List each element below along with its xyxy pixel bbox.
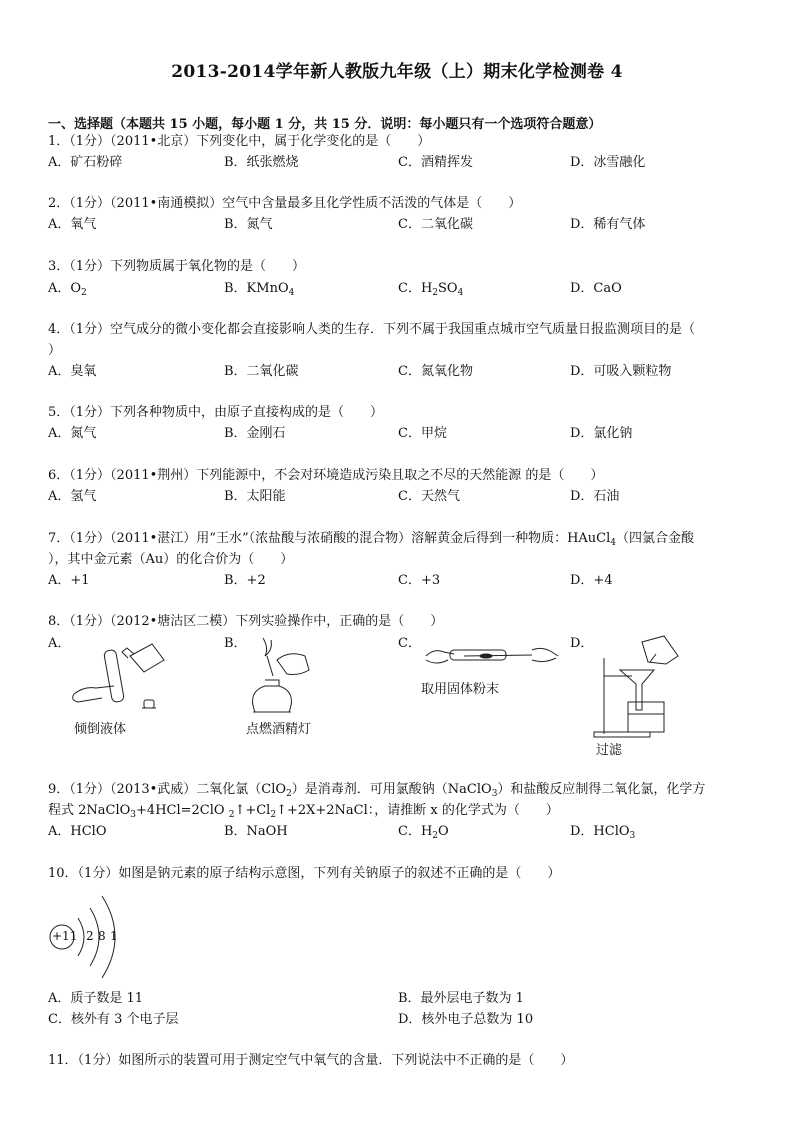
q1-option-c: C．酒精挥发 [398,155,473,170]
question-11-stem: 11．（1分）如图所示的装置可用于测定空气中氧气的含量．下列说法中不正确的是（ ） [48,1053,574,1068]
question-9-stem: 9．（1分）（2013•武威）二氧化氯（ClO$_2$）是消毒剂．可用氯酸钠（NaClO$_3$）和盐酸反应制得二氧化氯，化学方 [48,782,706,799]
question-7-stem-cont: ），其中金元素（Au）的化合价为（ ） [48,552,294,567]
shell-1-arc [78,918,84,956]
question-4-stem-cont: ） [48,343,62,358]
question-5-stem: 5．（1分）下列各种物质中，由原子直接构成的是（ ） [48,405,384,420]
q5-option-c: C．甲烷 [398,426,447,441]
alcohol-lamp-illustration [245,634,315,714]
filtration-illustration [590,634,700,738]
q1-option-b: B．纸张燃烧 [224,155,299,170]
question-10-stem: 10．（1分）如图是钠元素的原子结构示意图，下列有关钠原子的叙述不正确的是（ ） [48,866,561,881]
q7-option-c: C．+3 [398,573,441,588]
solid-powder-illustration [420,636,560,676]
q9-option-c: C．$H_2O$ [398,824,449,841]
question-4-stem: 4．（1分）空气成分的微小变化都会直接影响人类的生存．下列不属于我国重点城市空气质量日报监测项目的是（ [48,322,696,337]
question-3-stem: 3．（1分）下列物质属于氧化物的是（ ） [48,259,306,274]
q5-option-b: B．金刚石 [224,426,286,441]
q8-option-d: D． [570,636,594,651]
q3-option-b: B．KMnO$_4$ [224,281,295,298]
q2-option-c: C．二氧化碳 [398,217,473,232]
q9-option-a: A．HClO [48,824,107,839]
question-7-stem: 7．（1分）（2011•湛江）用“王水”（浓盐酸与浓硝酸的混合物）溶解黄金后得到一种物质：HAuCl$_4$（四氯合金酸 [48,531,695,548]
shell-2-electrons: 8 [98,929,106,943]
q6-option-d: D．石油 [570,489,620,504]
question-6-stem: 6．（1分）（2011•荆州）下列能源中，不会对环境造成污染且取之不尽的天然能源 的是（ ） [48,468,604,483]
q10-option-a: A．质子数是 11 [48,991,144,1006]
q4-option-c: C．氮氧化物 [398,364,473,379]
q2-option-d: D．稀有气体 [570,217,646,232]
q6-option-c: C．天然气 [398,489,460,504]
q2-option-a: A．氧气 [48,217,97,232]
caption-pouring-liquid: 倾倒液体 [74,722,127,737]
q7-option-a: A．+1 [48,573,90,588]
q10-option-d: D．核外电子总数为 10 [398,1012,534,1027]
q6-option-b: B．太阳能 [224,489,286,504]
shell-3-electrons: 1 [110,929,118,943]
q6-option-a: A．氢气 [48,489,97,504]
q8-option-c: C． [398,636,421,651]
q4-option-b: B．二氧化碳 [224,364,299,379]
caption-solid-powder: 取用固体粉末 [421,682,500,697]
question-8-stem: 8．（1分）（2012•塘沽区二模）下列实验操作中，正确的是（ ） [48,614,444,629]
page-title: 2013-2014学年新人教版九年级（上）期末化学检测卷 4 [171,62,623,82]
q9-option-b: B．NaOH [224,824,288,839]
q4-option-d: D．可吸入颗粒物 [570,364,672,379]
q5-option-d: D．氯化钠 [570,426,633,441]
shell-1-electrons: 2 [86,929,94,943]
q3-option-a: A．$O_2$ [48,281,87,298]
q8-option-b: B． [224,636,247,651]
q8-option-a: A． [48,636,71,651]
q1-option-d: D．冰雪融化 [570,155,646,170]
q7-option-d: D．+4 [570,573,613,588]
q9-option-d: D．HClO$_3$ [570,824,636,841]
q4-option-a: A．臭氧 [48,364,97,379]
q1-option-a: A．矿石粉碎 [48,155,123,170]
q7-option-b: B．+2 [224,573,266,588]
q10-option-c: C．核外有 3 个电子层 [48,1012,179,1027]
section-heading: 一、选择题（本题共 15 小题，每小题 1 分，共 15 分．说明：每小题只有一个选项符合题意） [48,117,602,132]
q3-option-c: C．$H_2SO_4$ [398,281,464,298]
caption-filtration: 过滤 [596,743,623,758]
q10-option-b: B．最外层电子数为 1 [398,991,524,1006]
nucleus-charge: +11 [52,929,78,943]
q3-option-d: D．CaO [570,281,622,296]
q2-option-b: B．氮气 [224,217,273,232]
question-2-stem: 2．（1分）（2011•南通模拟）空气中含量最多且化学性质不活泼的气体是（ ） [48,196,522,211]
pouring-liquid-illustration [70,636,170,716]
question-1-stem: 1．（1分）（2011•北京）下列变化中，属于化学变化的是（ ） [48,134,431,149]
caption-alcohol-lamp: 点燃酒精灯 [246,722,312,737]
question-9-stem-cont: 程式 2NaClO$_3$+4HCl=2ClO $_2↑+Cl_2↑+2X+2NaCl$：，请推断 x 的化学式为（ ） [48,803,559,820]
q5-option-a: A．氮气 [48,426,97,441]
